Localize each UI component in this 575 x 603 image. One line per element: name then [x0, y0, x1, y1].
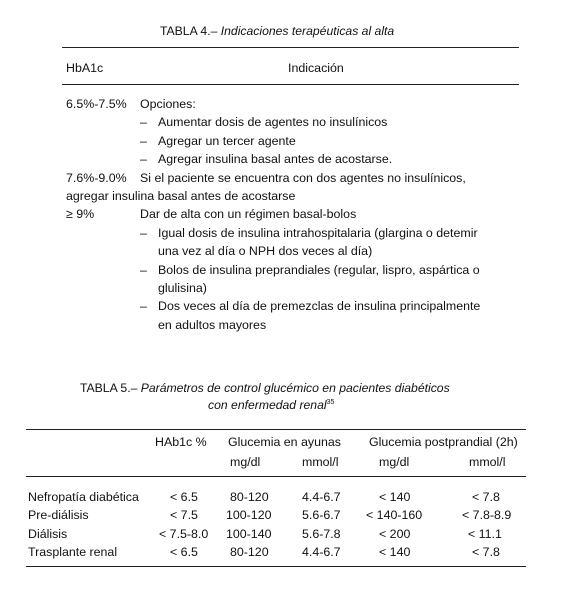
table5-header-ayunas: Glucemia en ayunas	[228, 435, 341, 449]
table4-line: agregar insulina basal antes de acostarse	[66, 189, 296, 203]
table5-cell: < 6.5	[170, 545, 198, 559]
dash-glyph: –	[140, 299, 147, 313]
table4-header-hba1c: HbA1c	[66, 61, 104, 75]
table4-line: en adultos mayores	[158, 318, 267, 332]
table4-bullet-line	[140, 263, 480, 277]
table4-line: Dar de alta con un régimen basal-bolos	[140, 207, 357, 221]
dash-glyph: –	[140, 134, 147, 148]
table4-caption-prefix: TABLA 4.–	[160, 24, 218, 38]
table4-caption-title: Indicaciones terapéuticas al alta	[220, 24, 395, 38]
table4-bullet-line	[140, 134, 296, 148]
table4-line: Agregar un tercer agente	[158, 134, 296, 148]
table4-row-range: ≥ 9%	[66, 207, 95, 221]
table5-cell: < 7.8-8.9	[462, 508, 512, 522]
table5-header-mgdl: mg/dl	[230, 455, 261, 469]
dash-glyph: –	[140, 226, 147, 240]
table5-caption-title: Parámetros de control glucémico en pacientes diabéticos	[140, 381, 450, 395]
table4-line: una vez al día o NPH dos veces al día)	[158, 244, 373, 258]
table5-cell: < 7.8	[472, 490, 500, 504]
table4-bullet-line	[140, 152, 392, 166]
table4-line: Opciones:	[140, 97, 196, 111]
table4-bullet-line	[140, 115, 387, 129]
table4-line: Si el paciente se encuentra con dos agentes no insulínicos,	[140, 171, 466, 185]
table5-header-hba1c: HAb1c %	[155, 435, 207, 449]
table5-cell: 4.4-6.7	[302, 490, 341, 504]
table4-bullet-line	[140, 226, 478, 240]
table5-caption-prefix: TABLA 5.–	[80, 381, 138, 395]
table5-cell: 100-140	[226, 527, 272, 541]
table4-line: glulisina)	[158, 281, 207, 295]
table5-cell: 80-120	[230, 545, 269, 559]
dash-glyph: –	[140, 152, 147, 166]
table5-cell: 80-120	[230, 490, 269, 504]
table5-cell: < 140-160	[366, 508, 423, 522]
table5-header-mmol: mmol/l	[302, 455, 339, 469]
table4-header-rule	[62, 84, 519, 85]
table5-cell: < 140	[379, 545, 411, 559]
table5-caption-ref: 35	[326, 398, 335, 406]
table5-header-mgdl: mg/dl	[379, 455, 410, 469]
table5-header-mmol: mmol/l	[469, 455, 506, 469]
table4-line: Bolos de insulina preprandiales (regular, lispro, aspártica o	[158, 263, 480, 277]
table5-cell: < 6.5	[170, 490, 198, 504]
table5-top-rule	[26, 429, 526, 430]
table4-line: Igual dosis de insulina intrahospitalaria (glargina o detemir	[158, 226, 478, 240]
table5-caption-title: con enfermedad renal	[208, 398, 327, 412]
dash-glyph: –	[140, 115, 147, 129]
table5-cell: < 7.5-8.0	[159, 527, 209, 541]
table5-bottom-rule	[26, 566, 526, 567]
table5-cell: 100-120	[226, 508, 272, 522]
table5-cell: < 7.8	[472, 545, 500, 559]
table4-top-rule	[62, 47, 519, 48]
table5-cell: < 11.1	[468, 527, 502, 541]
table4-line: Dos veces al día de premezclas de insulina principalmente	[158, 299, 481, 313]
table5-caption-line1	[80, 381, 450, 395]
table5-row-label: Trasplante renal	[28, 545, 118, 559]
table4-bullet-line	[140, 299, 480, 313]
table5-row-label: Diálisis	[28, 527, 68, 541]
table4-line: Agregar insulina basal antes de acostarse.	[158, 152, 393, 166]
table5-caption-line2	[208, 398, 334, 412]
table5-cell: 4.4-6.7	[302, 545, 341, 559]
table5-row-label: Nefropatía diabética	[28, 490, 139, 504]
dash-glyph: –	[140, 263, 147, 277]
table5-header-rule	[26, 476, 526, 477]
table5-cell: 5.6-7.8	[302, 527, 341, 541]
table5-cell: < 7.5	[170, 508, 198, 522]
table5-cell: < 200	[379, 527, 411, 541]
table4-row-range: 6.5%-7.5%	[66, 97, 127, 111]
table5-row-label: Pre-diálisis	[28, 508, 89, 522]
table5-cell: < 140	[379, 490, 411, 504]
table4-caption	[160, 24, 394, 38]
table4-row-range: 7.6%-9.0%	[66, 171, 127, 185]
table4-line: Aumentar dosis de agentes no insulínicos	[158, 115, 388, 129]
table5-cell: 5.6-6.7	[302, 508, 341, 522]
table4-header-indicacion: Indicación	[288, 61, 344, 75]
table5-header-postprandial: Glucemia postprandial (2h)	[369, 435, 518, 449]
